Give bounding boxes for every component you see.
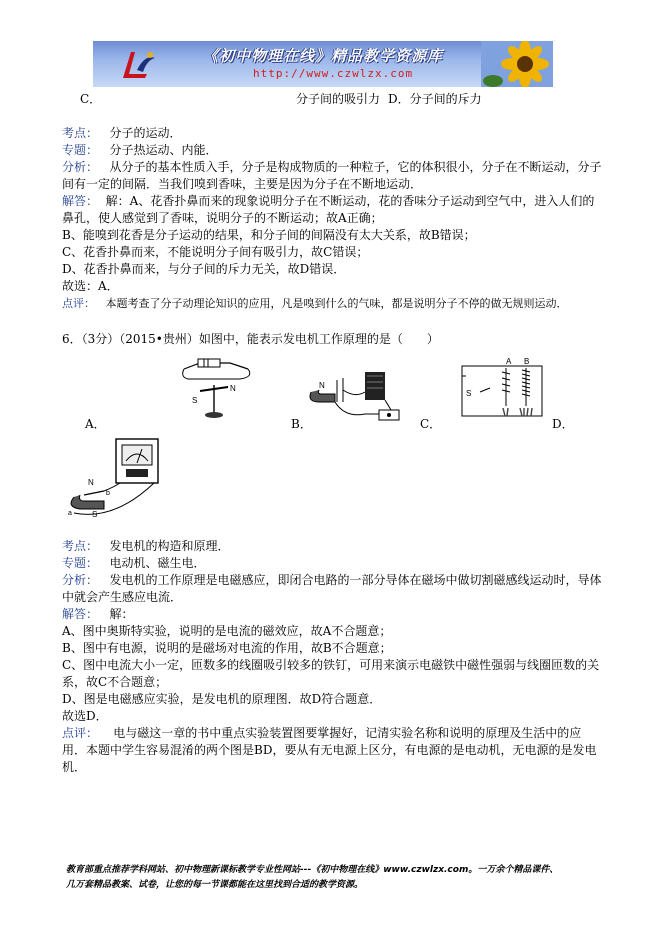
- q6-fenxi-1: 分析： 发电机的工作原理是电磁感应，即闭合电路的一部分导体在磁场中做切割磁感线运动时，导体: [62, 573, 602, 587]
- option-d-label-q6: D．: [552, 417, 574, 431]
- option-d-text: D．分子间的斥力: [388, 92, 482, 106]
- q6-jieda-0: 解答： 解：: [62, 607, 134, 621]
- q6-jieda-3: C、图中电流大小一定，匝数多的线圈吸引较多的铁钉，可用来演示电磁铁中磁性强弱与线圈匝数的关: [62, 658, 600, 672]
- q5-jieda-3: B、能嗅到花香是分子运动的结果，和分子间的间隔没有太大关系，故B错误；: [62, 228, 476, 242]
- figure-c-electromagnet: [456, 356, 546, 422]
- q6-jieda-2: B、图中有电源，说明的是磁场对电流的作用，故B不合题意；: [62, 641, 392, 655]
- q5-jieda-2: 鼻孔，使人感觉到了香味，说明分子的不断运动；故A正确；: [62, 211, 383, 225]
- site-logo-icon: [119, 48, 159, 82]
- figure-b-motor: [305, 368, 405, 428]
- figure-d-n-label: N: [88, 478, 94, 487]
- figure-c-a-label: A: [506, 357, 512, 366]
- option-c-text: 分子间的吸引力: [296, 92, 381, 106]
- q5-fenxi-2: 间有一定的间隔．当我们嗅到香味，主要是因为分子在不断地运动．: [62, 177, 423, 191]
- q5-dianping: 点评： 本题考查了分子动理论知识的应用，凡是嗅到什么的气味，都是说明分子不停的做无规则运动．: [62, 297, 568, 310]
- figure-c-b-label: B: [524, 357, 530, 366]
- q6-fenxi-2: 中就会产生感应电流．: [62, 590, 183, 604]
- option-c-label-q6: C．: [420, 417, 442, 431]
- header-banner: [93, 41, 553, 87]
- q5-zhuanti: 专题： 分子热运动、内能．: [62, 143, 218, 157]
- sunflower-icon: [481, 41, 553, 87]
- figure-c-s-label: S: [466, 389, 472, 398]
- figure-b-n-label: N: [319, 381, 325, 390]
- q6-jieda-5: D、图是电磁感应实验，是发电机的原理图．故D符合题意．: [62, 692, 382, 706]
- option-c-label: C．: [80, 92, 102, 106]
- banner-url: http://www.czwlzx.com: [253, 67, 414, 80]
- q5-fenxi-1: 分析： 从分子的基本性质入手，分子是构成物质的一种粒子，它的体积很小，分子在不断运动，分子: [62, 160, 602, 174]
- q6-dianping-2: 用．本题中学生容易混淆的两个图是BD，要从有无电源上区分，有电源的是电动机，无电源的是发电: [62, 743, 597, 757]
- q5-jieda-5: D、花香扑鼻而来，与分子间的斥力无关，故D错误．: [62, 262, 346, 276]
- q6-jieda-1: A、图中奥斯特实验，说明的是电流的磁效应，故A不合题意；: [62, 624, 392, 638]
- figure-a-s-label: S: [192, 396, 198, 405]
- figure-a-oersted: [170, 357, 260, 423]
- option-b-label: B．: [291, 417, 312, 431]
- figure-d-s-label: S: [92, 510, 98, 519]
- figure-a-n-label: N: [230, 384, 236, 393]
- footer-line-2: 几万套精品教案、试卷，让您的每一节课都能在这里找到合适的教学资源。: [66, 880, 364, 890]
- footer-line-1: 教育部重点推荐学科网站、初中物理新课标教学专业性网站---《初中物理在线》www.czwlzx.com。一万余个精品课件、: [66, 865, 559, 875]
- figure-d-induction: [64, 437, 176, 521]
- banner-title: 《初中物理在线》精品教学资源库: [203, 47, 444, 65]
- q6-dianping-1: 点评： 电与磁这一章的书中重点实验装置图要掌握好，记清实验名称和说明的原理及生活中的应: [62, 726, 582, 740]
- q6-jieda-4: 系，故C不合题意；: [62, 675, 168, 689]
- figure-d-b-label: b: [106, 490, 110, 497]
- q5-kaodian: 考点： 分子的运动．: [62, 126, 182, 140]
- q6-zhuanti: 专题： 电动机、磁生电．: [62, 556, 206, 570]
- figure-d-a-label: a: [68, 510, 72, 517]
- q5-jieda-1: 解答： 解：A、花香扑鼻而来的现象说明分子在不断运动，花的香味分子运动到空气中，进入人们的: [62, 194, 595, 208]
- q6-kaodian: 考点： 发电机的构造和原理．: [62, 539, 230, 553]
- q5-jieda-4: C、花香扑鼻而来，不能说明分子间有吸引力，故C错误；: [62, 245, 369, 259]
- page-footer: [66, 863, 606, 893]
- q6-dianping-3: 机．: [62, 760, 87, 774]
- q5-guxuan: 故选：A．: [62, 279, 119, 293]
- q6-guxuan: 故选D．: [62, 709, 108, 723]
- option-a-label: A．: [85, 417, 106, 431]
- q6-stem: 6．（3分）（2015•贵州）如图中，能表示发电机工作原理的是（ ）: [62, 332, 439, 346]
